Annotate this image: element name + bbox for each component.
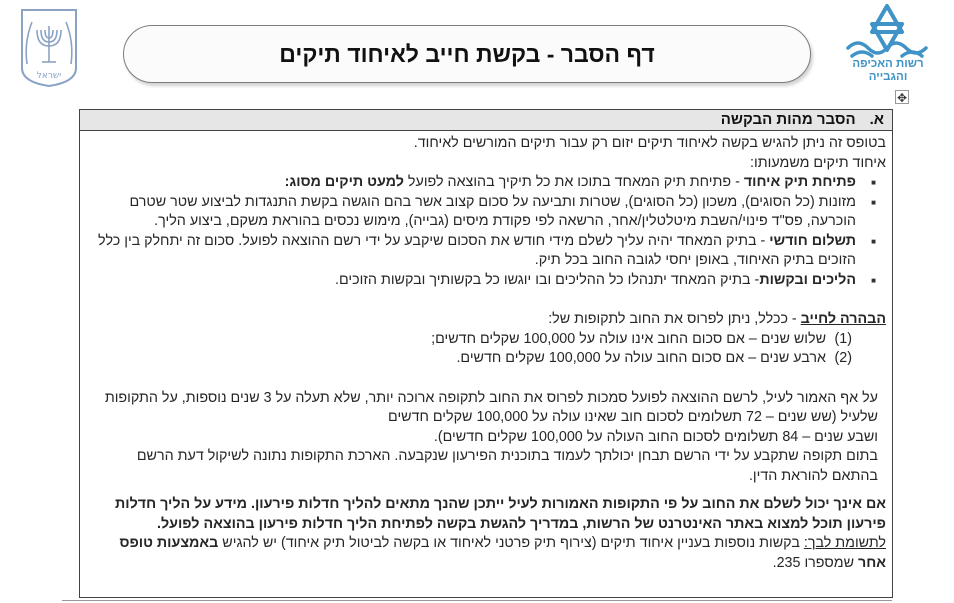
period-item-2-number: (2) bbox=[834, 350, 852, 366]
bullet-proceedings-text: - בתיק המאחד יתנהלו כל ההליכים ובו יוגשו כל בקשותיך ובקשות הזוכים. bbox=[334, 271, 760, 288]
attention-note-label: לתשומת לבך: bbox=[803, 535, 886, 551]
section-body bbox=[80, 131, 892, 573]
bullet-proceedings-title: הליכים ובקשות bbox=[759, 271, 856, 288]
agency-name bbox=[848, 58, 928, 84]
section-title: הסבר מהות הבקשה bbox=[720, 111, 856, 128]
extension-paragraph-cont: ושבע שנים – 84 תשלומים לסכום החוב העולה על 100,000 שקלים חדשים). bbox=[433, 428, 878, 445]
emblem-text: ישראל bbox=[36, 71, 62, 81]
bullet-consolidation bbox=[90, 173, 886, 193]
bullet-consolidation-exception: למעט תיקים מסוג: bbox=[284, 174, 404, 190]
section-letter: א. bbox=[869, 111, 884, 128]
intro-line-1: בטופס זה ניתן להגיש בקשה לאיחוד תיקים יזום רק עבור תיקים המורשים לאיחוד. bbox=[413, 135, 886, 151]
review-paragraph: בתום תקופה שתקבע על ידי הרשם תבחן יכולתך לעמוד בתוכנית הפירעון שנקבעה. הארכת התקופות נתונה לשיקול דעת הרשם בהתאם להוראת הדין. bbox=[136, 448, 878, 484]
attention-note bbox=[90, 534, 886, 573]
period-item-1 bbox=[90, 330, 886, 350]
extension-paragraph-text: על אף האמור לעיל, לרשם ההוצאה לפועל סמכות לפרוס את החוב לתקופה ארוכה יותר, שלא תעלה על 3 שנים נוספות, על התקופות שלעיל (שש שנים – 72 תשלומים לסכום חוב שאינו עולה על 100,000 שקלים חדשים bbox=[104, 389, 878, 425]
attention-note-text: בקשות נוספות בעניין איחוד תיקים (צירוף תיק פרטני לאיחוד או בקשה לביטול תיק איחוד) יש להגיש bbox=[218, 535, 804, 551]
period-item-2-text: ארבע שנים – אם סכום החוב עולה על 100,000 שקלים חדשים. bbox=[456, 350, 827, 366]
title-banner bbox=[123, 25, 811, 83]
insolvency-paragraph: אם אינך יכול לשלם את החוב על פי התקופות האמורות לעיל ייתכן שהנך מתאים להליך חדלות פירעון. מידע על הליך חדלות פירעון תוכל למצוא באתר האינטרנט של הרשות, במדריך להגשת בקשה לפתיחת הליך חדלות פירעון בהוצאה לפועל. bbox=[115, 496, 886, 532]
agency-name-line1: רשות האכיפה bbox=[852, 58, 924, 70]
attention-note-form: באמצעות טופס אחר bbox=[119, 535, 886, 571]
bullet-consolidation-text: - פתיחת תיק המאחד בתוכו את כל תיקיך בהוצאה לפועל bbox=[403, 174, 744, 190]
intro-line-2: איחוד תיקים משמעותו: bbox=[750, 154, 886, 171]
period-item-1-text: שלוש שנים – אם סכום החוב אינו עולה על 100,000 שקלים חדשים; bbox=[431, 330, 827, 347]
attention-note-end: שמספרו 235. bbox=[772, 554, 858, 571]
bullet-proceedings bbox=[90, 271, 886, 291]
bullet-consolidation-exclusions: מזונות (כל הסוגים), משכון (כל הסוגים), שטרות ותביעה על סכום קצוב אשר בהם הוגשה בקשת התנגדות לביצוע שטר שטרם הוכרעה, פס"ד פינוי/השבת מיטלטלין/אחר, הרשאה לפי פקודת מיסים (גבייה), מימוש נכסים בהוראת משקם, ביצוע הליך. bbox=[129, 193, 856, 229]
section-header bbox=[80, 110, 892, 131]
clarification bbox=[90, 310, 886, 330]
explanation-table bbox=[79, 109, 893, 598]
state-emblem-icon bbox=[18, 6, 80, 88]
bullet-monthly-payment-text: - בתיק המאחד יהיה עליך לשלם מידי חודש את הסכום שיקבע על ידי רשם ההוצאה לפועל. סכום זה יתחלק בין כלל הזוכים בתיק האיחוד, באופן יחסי לגובה החוב בכל תיק. bbox=[98, 232, 856, 268]
agency-name-line2: והגבייה bbox=[868, 71, 908, 83]
extension-paragraph bbox=[90, 389, 886, 428]
period-item-2 bbox=[90, 349, 886, 369]
bullet-consolidation-continued bbox=[90, 193, 886, 232]
page-title: דף הסבר - בקשת חייב לאיחוד תיקים bbox=[279, 40, 655, 67]
clarification-text: - ככלל, ניתן לפרוס את החוב לתקופות של: bbox=[548, 311, 801, 327]
bullet-monthly-payment bbox=[90, 232, 886, 271]
period-item-1-number: (1) bbox=[834, 330, 852, 347]
agency-logo-icon bbox=[844, 2, 930, 64]
table-move-handle-icon[interactable]: ✥ bbox=[896, 91, 908, 105]
page-bottom-rule bbox=[62, 600, 892, 601]
bullet-consolidation-title: פתיחת תיק איחוד bbox=[743, 174, 856, 190]
bullet-monthly-payment-title: תשלום חודשי bbox=[769, 232, 856, 249]
clarification-title: הבהרה לחייב bbox=[800, 311, 886, 327]
